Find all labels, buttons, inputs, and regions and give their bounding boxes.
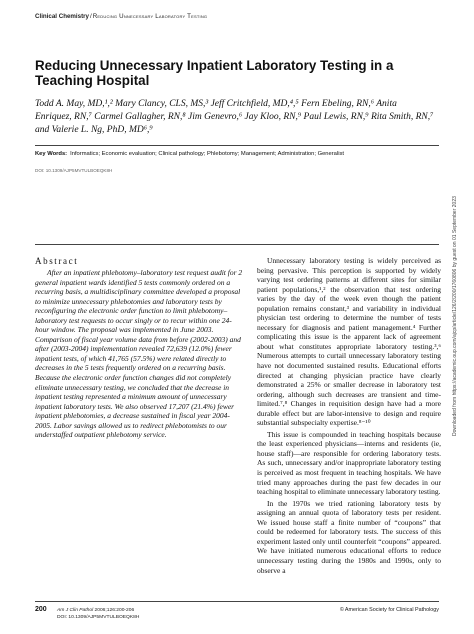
article-title: Reducing Unnecessary Inpatient Laboratory Testing in a Teaching Hospital	[35, 58, 394, 88]
abstract-text: After an inpatient phlebotomy–laboratory test request audit for 2 general inpatient wards identified 5 tests commonly ordered on a recurring basis, a multidisciplinary committee developed a proposal to minimize unnecessary phlebotomies and laboratory tests by reconfiguring the electronic order function to limit phlebotomy–laboratory test requests to occur singly or to recur within one 24-hour window. The proposal was implemented in June 2003. Comparison of fiscal year volume data from before (2002-2003) and after (2003-2004) implementation revealed 72,639 (12.0%) fewer inpatient tests, of which 41,765 (57.5%) were related directly to decreases in the 5 tests frequently ordered on a recurring basis. Because the electronic order function changes did not completely eliminate unnecessary testing, we concluded that the decrease in inpatient testing represented a minimum amount of unnecessary inpatient laboratory tests. We also observed 17,207 (21.4%) fewer inpatient phlebotomies, a decrease sustained in fiscal year 2004-2005. Labor savings allowed us to redirect phlebotomists to our understaffed outpatient phlebotomy service.	[35, 268, 243, 440]
abstract-heading: Abstract	[35, 256, 79, 266]
body-column	[257, 256, 441, 577]
body-paragraph-1: Unnecessary laboratory testing is widely perceived as being pervasive. This perception is supported by widely varying test ordering patterns at different sites for similar patient populations,¹,² the observation that test ordering varies by the day of the week even though the patient population remains constant,³ and variability in individual physician test ordering to determine the number of tests necessary for diagnosis and patient management.⁴ Further complicating this issue is the apparent lack of agreement about what constitutes appropriate laboratory testing.³,⁶ Numerous attempts to curtail unnecessary laboratory testing have not documented sustained results. Educational efforts directed at changing physician practice have clearly demonstrated a 25% or smaller decrease in laboratory test ordering, although such decreases are transient and time-limited.⁷,⁸ Changes in requisition design have had a more durable effect but are labor-intensive to design and require substantial subspecialty expertise.⁸⁻¹⁰	[257, 256, 441, 428]
copyright-text: American Society for Clinical Pathology	[344, 607, 439, 613]
author-list: Todd A. May, MD,¹,² Mary Clancy, CLS, MS,³ Jeff Critchfield, MD,⁴,⁵ Fern Ebeling, RN,⁶ Anita Enriquez, RN,⁷ Carmel Gallagher, RN,⁸ Jim Genevro,⁶ Jay Kloo, RN,⁹ Paul Lewis, RN,⁹ Rita Smith, RN,⁷ and Valerie L. Ng, PhD, MD⁶,⁹	[35, 99, 434, 135]
copyright-notice	[340, 607, 439, 613]
footer-doi: DOI: 10.1309/AJP5MVTULBOEQK8H	[57, 615, 140, 620]
page-number: 200	[35, 606, 47, 613]
header-separator: /	[90, 13, 92, 20]
body-paragraph-3: In the 1970s we tried rationing laboratory tests by assigning an annual quota of laboratory tests per resident. We issued house staff a finite number of “coupons” that could be redeemed for laboratory tests. The success of this experiment lasted only until counterfeit “coupons” appeared. We have initiated numerous educational efforts to reduce unnecessary testing during the 1980s and 1990s, only to observe a	[257, 498, 441, 575]
running-header	[35, 13, 207, 20]
body-paragraph-2: This issue is compounded in teaching hospitals because the least experienced physicians—interns and residents (ie, house staff)—are responsible for ordering laboratory tests. As such, unnecessary and/or inappropriate laboratory testing is perceived as most frequent in teaching hospitals. We have tried many approaches during the past few decades in our teaching hospital to eliminate unnecessary laboratory testing.	[257, 429, 441, 497]
download-notice: Downloaded from https://academic.oup.com/ajcp/article/126/2/200/1760806 by guest on 01 September 2023	[452, 196, 458, 436]
section-name: Reducing Unnecessary Laboratory Testing	[92, 13, 208, 20]
article-doi: DOI: 10.1309/AJP5MVTULBOEQK8H	[35, 168, 113, 173]
footer-citation-details: 2006;126:200-206	[94, 608, 135, 613]
footer-rule	[35, 601, 439, 602]
keywords-block	[35, 151, 445, 158]
copyright-icon: ©	[339, 607, 344, 613]
keywords-text: Informatics; Economic evaluation; Clinical pathology; Phlebotomy; Management; Administration; Generalist	[70, 151, 344, 157]
footer-journal: Am J Clin Pathol	[57, 608, 94, 613]
footer-citation	[57, 607, 139, 621]
keywords-label: Key Words:	[35, 151, 68, 157]
keywords-top-rule	[35, 145, 439, 146]
journal-name: Clinical Chemistry	[35, 13, 89, 20]
abstract-top-rule	[35, 244, 439, 245]
